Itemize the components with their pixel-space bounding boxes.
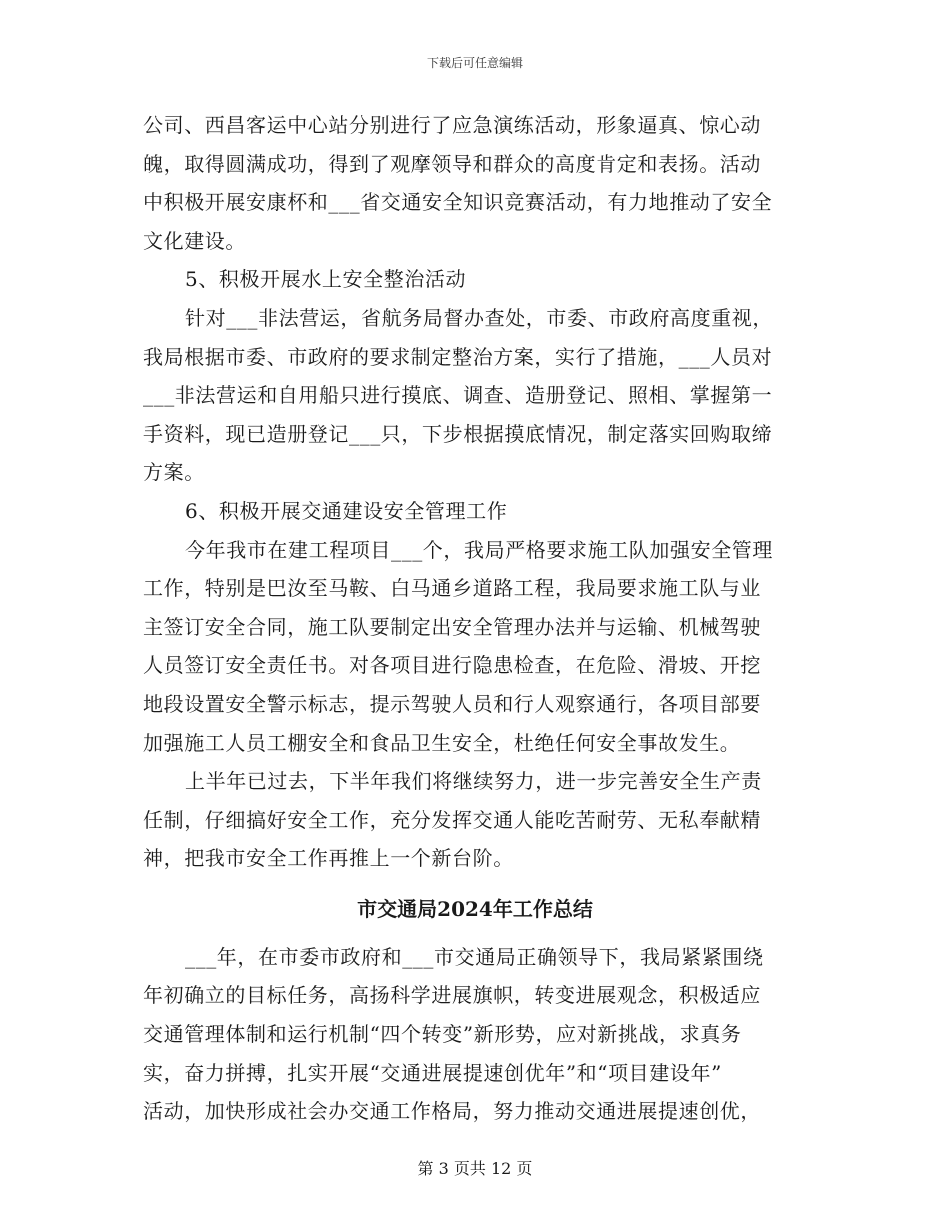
- document-body: [143, 106, 807, 1131]
- text-line: 文化建设。: [143, 228, 246, 253]
- text-line: 实，奋力拼搏，扎实开展“交通进展提速创优年”和“项目建设年”: [143, 1060, 722, 1085]
- text-line: 上半年已过去，下半年我们将继续努力，进一步完善安全生产责: [185, 769, 762, 794]
- text-line: 工作，特别是巴汝至马鞍、白马通乡道路工程，我局要求施工队与业: [143, 576, 761, 601]
- text-line: 魄，取得圆满成功，得到了观摩领导和群众的高度肯定和表扬。活动: [143, 151, 761, 176]
- text-line: 活动，加快形成社会办交通工作格局，努力推动交通进展提速创优，: [143, 1099, 761, 1124]
- section-body-2: [143, 938, 807, 1131]
- text-line: 年初确立的目标任务，高扬科学进展旗帜，转变进展观念，积极适应: [143, 983, 761, 1008]
- text-line: 中积极开展安康杯和___省交通安全知识竞赛活动，有力地推动了安全: [143, 190, 773, 215]
- text-line: 今年我市在建工程项目___个，我局严格要求施工队加强安全管理: [185, 537, 773, 562]
- text-line: 人员签订安全责任书。对各项目进行隐患检查，在危险、滑坡、开挖: [143, 653, 761, 678]
- text-line: 公司、西昌客运中心站分别进行了应急演练活动，形象逼真、惊心动: [143, 113, 761, 137]
- text-line: 我局根据市委、市政府的要求制定整治方案，实行了措施，___人员对: [143, 344, 773, 369]
- text-line: 手资料，现已造册登记___只，下步根据摸底情况，制定落实回购取缔: [143, 421, 773, 446]
- text-line: 交通管理体制和运行机制“四个转变”新形势，应对新挑战，求真务: [143, 1022, 742, 1047]
- text-line: 6、积极开展交通建设安全管理工作: [185, 498, 508, 523]
- text-line: 主签订安全合同，施工队要制定出安全管理办法并与运输、机械驾驶: [143, 614, 761, 639]
- page-header: 下载后可任意编辑: [426, 56, 523, 70]
- section-title: 市交通局2024年工作总结: [357, 896, 593, 921]
- text-line: ___非法营运和自用船只进行摸底、调查、造册登记、照相、掌握第一: [143, 383, 773, 408]
- text-line: 方案。: [143, 460, 205, 485]
- page-footer: 第 3 页共 12 页: [417, 1159, 533, 1178]
- text-line: 任制，仔细搞好安全工作，充分发挥交通人能吃苦耐劳、无私奉献精: [143, 807, 761, 832]
- text-line: 5、积极开展水上安全整治活动: [185, 267, 467, 292]
- text-line: ___年，在市委市政府和___市交通局正确领导下，我局紧紧围绕: [185, 944, 764, 969]
- text-line: 加强施工人员工棚安全和食品卫生安全，杜绝任何安全事故发生。: [143, 730, 741, 755]
- text-line: 地段设置安全警示标志，提示驾驶人员和行人观察通行，各项目部要: [143, 691, 761, 716]
- text-line: 针对___非法营运，省航务局督办查处，市委、市政府高度重视，: [185, 305, 773, 330]
- section-body-1: [143, 106, 807, 878]
- text-line: 神，把我市安全工作再推上一个新台阶。: [143, 846, 514, 871]
